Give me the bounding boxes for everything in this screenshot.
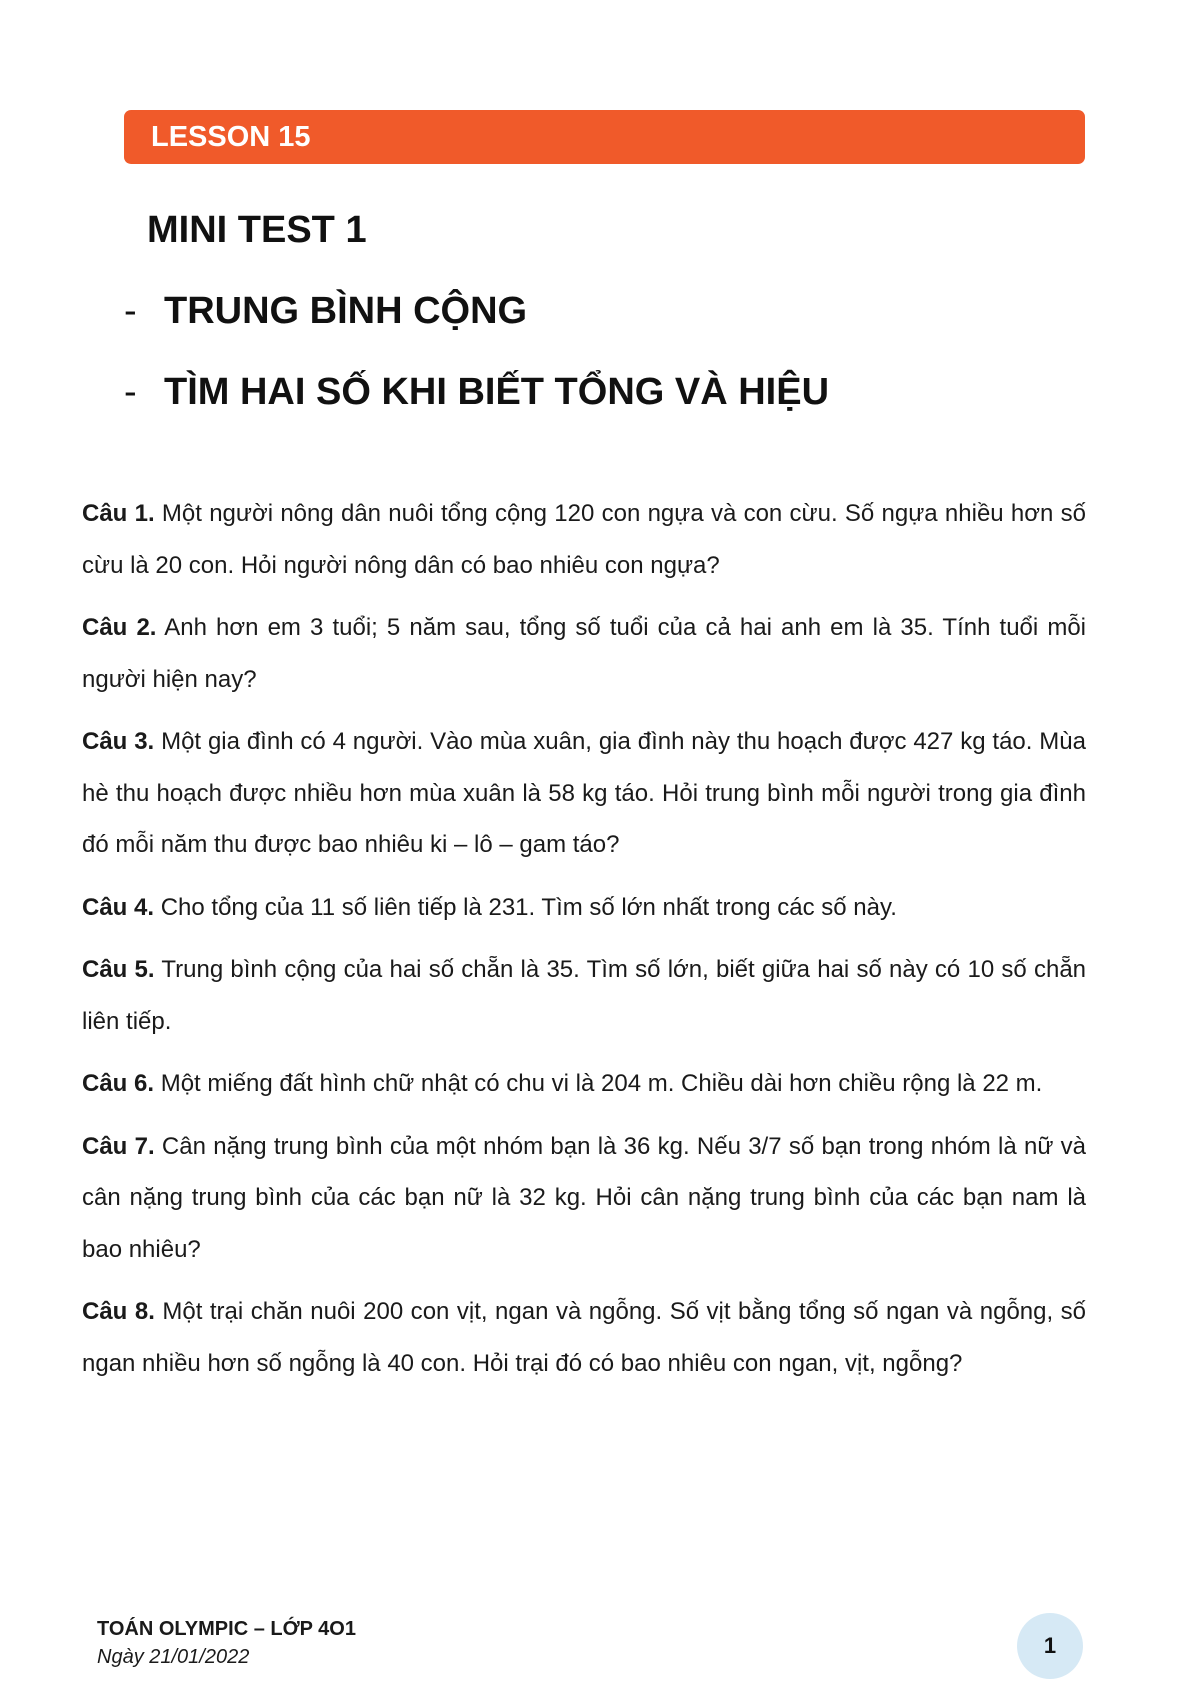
question-label: Câu 7. [82,1132,155,1160]
question-item [82,1286,1086,1389]
question-text: Anh hơn em 3 tuổi; 5 năm sau, tổng số tuổi của cả hai anh em là 35. Tính tuổi mỗi người hiện nay? [82,614,1087,693]
bullet-dash: - [124,371,137,413]
page-number: 1 [1043,1633,1057,1658]
question-item [82,1121,1086,1276]
question-list [82,488,1086,1400]
question-item [82,944,1086,1047]
question-text: Cho tổng của 11 số liên tiếp là 231. Tìm số lớn nhất trong các số này. [160,893,897,921]
question-label: Câu 6. [82,1070,155,1097]
question-item [82,488,1086,591]
footer-date: Ngày 21/01/2022 [97,1646,250,1668]
question-label: Câu 5. [82,956,155,983]
question-text: Một miếng đất hình chữ nhật có chu vi là 204 m. Chiều dài hơn chiều rộng là 22 m. [160,1070,1043,1097]
lesson-label: LESSON 15 [151,121,311,153]
topic-label: TÌM HAI SỐ KHI BIẾT TỔNG VÀ HIỆU [164,371,830,413]
page-footer [97,1615,356,1671]
question-label: Câu 4. [82,893,155,921]
question-label: Câu 2. [82,614,157,641]
footer-course: TOÁN OLYMPIC – LỚP 4O1 [97,1618,356,1640]
lesson-banner [124,110,1085,164]
question-item [82,882,1086,934]
topic-item [124,287,527,335]
question-label: Câu 1. [82,500,155,527]
topic-label: TRUNG BÌNH CỘNG [164,290,528,332]
question-text: Một người nông dân nuôi tổng cộng 120 con ngựa và con cừu. Số ngựa nhiều hơn số cừu là 20 con. Hỏi người nông dân có bao nhiêu con ngựa? [82,500,1086,579]
question-text: Cân nặng trung bình của một nhóm bạn là 36 kg. Nếu 3/7 số bạn trong nhóm là nữ và cân nặng trung bình của các bạn nữ là 32 kg. Hỏi cân nặng trung bình của các bạn nam là bao nhiêu? [82,1132,1087,1263]
question-item [82,1058,1086,1110]
question-label: Câu 3. [82,728,155,755]
question-text: Trung bình cộng của hai số chẵn là 35. Tìm số lớn, biết giữa hai số này có 10 số chẵn liên tiếp. [82,956,1087,1035]
page-number-badge [1017,1613,1083,1679]
topic-item [124,368,829,416]
question-item [82,716,1086,871]
bullet-dash: - [124,290,137,332]
question-text: Một gia đình có 4 người. Vào mùa xuân, gia đình này thu hoạch được 427 kg táo. Mùa hè thu hoạch được nhiều hơn mùa xuân là 58 kg táo. Hỏi trung bình mỗi người trong gia đình đó mỗi năm thu được bao nhiêu ki – lô – gam táo? [82,728,1086,858]
question-item [82,602,1086,705]
question-text: Một trại chăn nuôi 200 con vịt, ngan và ngỗng. Số vịt bằng tổng số ngan và ngỗng, số ngan nhiều hơn số ngỗng là 40 con. Hỏi trại đó có bao nhiêu con ngan, vịt, ngỗng? [82,1298,1087,1377]
page-title: MINI TEST 1 [147,209,367,251]
question-label: Câu 8. [82,1298,155,1325]
